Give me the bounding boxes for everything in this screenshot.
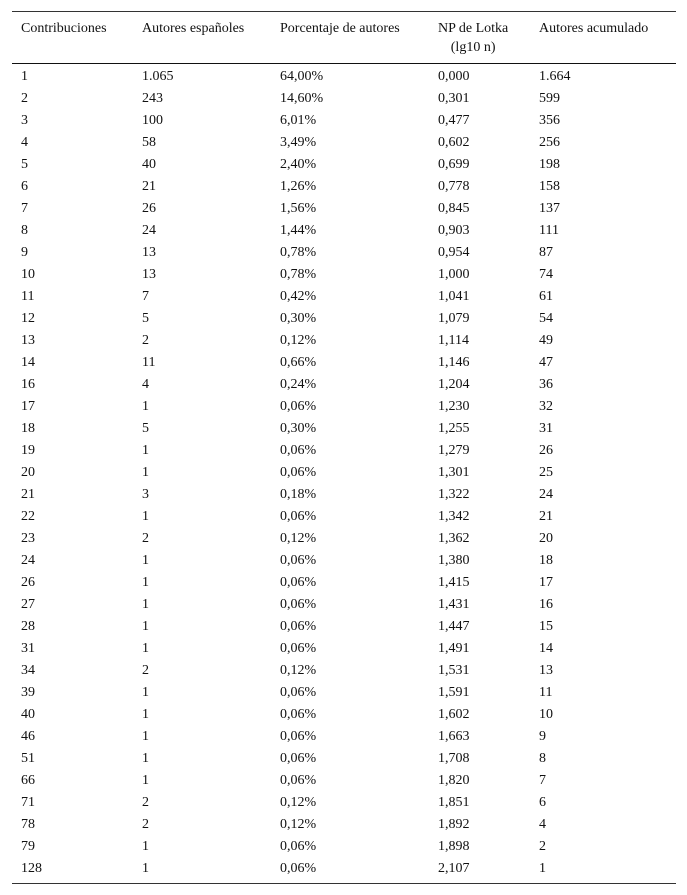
cell-porcentaje: 6,01% xyxy=(280,113,317,128)
cell-np-lotka: 1,491 xyxy=(438,641,470,656)
cell-porcentaje: 0,06% xyxy=(280,707,317,722)
cell-contribuciones: 9 xyxy=(21,245,28,260)
lotka-table xyxy=(12,11,676,884)
cell-autores: 26 xyxy=(142,201,156,216)
cell-np-lotka: 1,851 xyxy=(438,795,470,810)
cell-porcentaje: 0,06% xyxy=(280,597,317,612)
cell-acumulado: 11 xyxy=(539,685,553,700)
cell-acumulado: 20 xyxy=(539,531,553,546)
cell-contribuciones: 31 xyxy=(21,641,35,656)
cell-porcentaje: 0,18% xyxy=(280,487,317,502)
cell-porcentaje: 0,06% xyxy=(280,399,317,414)
cell-autores: 1 xyxy=(142,707,149,722)
table-row xyxy=(12,418,676,440)
cell-porcentaje: 0,12% xyxy=(280,795,317,810)
cell-autores: 2 xyxy=(142,663,149,678)
cell-acumulado: 18 xyxy=(539,553,553,568)
cell-np-lotka: 1,114 xyxy=(438,333,469,348)
cell-acumulado: 54 xyxy=(539,311,553,326)
cell-contribuciones: 28 xyxy=(21,619,35,634)
cell-np-lotka: 1,279 xyxy=(438,443,470,458)
cell-porcentaje: 0,30% xyxy=(280,421,317,436)
cell-contribuciones: 7 xyxy=(21,201,28,216)
header-autores-acumulado: Autores acumulado xyxy=(539,21,649,36)
cell-contribuciones: 11 xyxy=(21,289,35,304)
cell-contribuciones: 51 xyxy=(21,751,35,766)
cell-acumulado: 158 xyxy=(539,179,560,194)
cell-autores: 2 xyxy=(142,531,149,546)
cell-acumulado: 198 xyxy=(539,157,560,172)
cell-porcentaje: 0,06% xyxy=(280,861,317,876)
cell-np-lotka: 0,954 xyxy=(438,245,470,260)
cell-autores: 2 xyxy=(142,795,149,810)
header-np-line2: (lg10 n) xyxy=(450,40,496,55)
cell-np-lotka: 1,431 xyxy=(438,597,470,612)
cell-porcentaje: 0,12% xyxy=(280,333,317,348)
cell-acumulado: 4 xyxy=(539,817,546,832)
table-row xyxy=(12,594,676,616)
cell-porcentaje: 0,06% xyxy=(280,553,317,568)
header-np-line1: NP de Lotka xyxy=(438,21,509,36)
cell-contribuciones: 16 xyxy=(21,377,35,392)
cell-autores: 1 xyxy=(142,597,149,612)
cell-acumulado: 7 xyxy=(539,773,546,788)
cell-acumulado: 6 xyxy=(539,795,546,810)
cell-np-lotka: 1,041 xyxy=(438,289,470,304)
table-row xyxy=(12,814,676,836)
cell-autores: 1 xyxy=(142,553,149,568)
cell-autores: 100 xyxy=(142,113,163,128)
table-row xyxy=(12,858,676,880)
cell-autores: 21 xyxy=(142,179,156,194)
cell-porcentaje: 0,24% xyxy=(280,377,317,392)
cell-np-lotka: 1,415 xyxy=(438,575,470,590)
cell-acumulado: 25 xyxy=(539,465,553,480)
cell-contribuciones: 22 xyxy=(21,509,35,524)
table-row xyxy=(12,836,676,858)
table-row xyxy=(12,792,676,814)
cell-acumulado: 599 xyxy=(539,91,560,106)
cell-np-lotka: 1,146 xyxy=(438,355,470,370)
cell-contribuciones: 14 xyxy=(21,355,35,370)
table-row xyxy=(12,308,676,330)
cell-np-lotka: 1,380 xyxy=(438,553,470,568)
cell-np-lotka: 0,778 xyxy=(438,179,470,194)
cell-np-lotka: 0,602 xyxy=(438,135,470,150)
cell-porcentaje: 0,12% xyxy=(280,531,317,546)
table-row xyxy=(12,242,676,264)
cell-autores: 11 xyxy=(142,355,156,370)
cell-acumulado: 9 xyxy=(539,729,546,744)
cell-contribuciones: 10 xyxy=(21,267,35,282)
cell-np-lotka: 1,820 xyxy=(438,773,470,788)
cell-acumulado: 49 xyxy=(539,333,553,348)
cell-porcentaje: 0,42% xyxy=(280,289,317,304)
cell-contribuciones: 26 xyxy=(21,575,35,590)
cell-acumulado: 47 xyxy=(539,355,553,370)
cell-porcentaje: 0,12% xyxy=(280,817,317,832)
cell-np-lotka: 1,591 xyxy=(438,685,470,700)
cell-acumulado: 111 xyxy=(539,223,559,238)
table-row xyxy=(12,154,676,176)
table-header xyxy=(12,12,676,63)
table-row xyxy=(12,264,676,286)
cell-autores: 1.065 xyxy=(142,69,174,84)
cell-acumulado: 87 xyxy=(539,245,553,260)
table-row xyxy=(12,176,676,198)
table-row xyxy=(12,374,676,396)
cell-acumulado: 61 xyxy=(539,289,553,304)
table-row xyxy=(12,330,676,352)
cell-acumulado: 137 xyxy=(539,201,560,216)
table-row xyxy=(12,110,676,132)
table-row xyxy=(12,506,676,528)
cell-autores: 4 xyxy=(142,377,149,392)
cell-porcentaje: 1,26% xyxy=(280,179,317,194)
cell-np-lotka: 1,892 xyxy=(438,817,470,832)
cell-autores: 1 xyxy=(142,861,149,876)
cell-acumulado: 14 xyxy=(539,641,553,656)
table-row xyxy=(12,528,676,550)
cell-contribuciones: 13 xyxy=(21,333,35,348)
table-row xyxy=(12,616,676,638)
cell-porcentaje: 1,56% xyxy=(280,201,317,216)
header-autores-espanoles: Autores españoles xyxy=(142,21,245,36)
cell-contribuciones: 8 xyxy=(21,223,28,238)
cell-acumulado: 21 xyxy=(539,509,553,524)
table-row xyxy=(12,660,676,682)
cell-porcentaje: 0,06% xyxy=(280,509,317,524)
table-row xyxy=(12,440,676,462)
cell-porcentaje: 0,06% xyxy=(280,773,317,788)
cell-autores: 1 xyxy=(142,773,149,788)
cell-porcentaje: 0,78% xyxy=(280,267,317,282)
cell-autores: 5 xyxy=(142,421,149,436)
cell-np-lotka: 2,107 xyxy=(438,861,470,876)
cell-contribuciones: 6 xyxy=(21,179,28,194)
cell-np-lotka: 1,531 xyxy=(438,663,470,678)
cell-porcentaje: 1,44% xyxy=(280,223,317,238)
cell-acumulado: 1 xyxy=(539,861,546,876)
cell-autores: 243 xyxy=(142,91,163,106)
cell-acumulado: 1.664 xyxy=(539,69,571,84)
table-row xyxy=(12,88,676,110)
table-row xyxy=(12,352,676,374)
cell-acumulado: 31 xyxy=(539,421,553,436)
table-row xyxy=(12,396,676,418)
cell-porcentaje: 0,06% xyxy=(280,729,317,744)
cell-contribuciones: 3 xyxy=(21,113,28,128)
cell-acumulado: 36 xyxy=(539,377,553,392)
cell-porcentaje: 0,78% xyxy=(280,245,317,260)
cell-autores: 1 xyxy=(142,575,149,590)
cell-np-lotka: 0,301 xyxy=(438,91,470,106)
cell-np-lotka: 1,898 xyxy=(438,839,470,854)
table-row xyxy=(12,286,676,308)
cell-acumulado: 10 xyxy=(539,707,553,722)
cell-contribuciones: 71 xyxy=(21,795,35,810)
table-row xyxy=(12,484,676,506)
cell-contribuciones: 18 xyxy=(21,421,35,436)
cell-contribuciones: 27 xyxy=(21,597,35,612)
cell-porcentaje: 0,06% xyxy=(280,751,317,766)
cell-np-lotka: 1,322 xyxy=(438,487,470,502)
cell-acumulado: 356 xyxy=(539,113,560,128)
cell-acumulado: 26 xyxy=(539,443,553,458)
cell-contribuciones: 5 xyxy=(21,157,28,172)
cell-acumulado: 74 xyxy=(539,267,553,282)
cell-porcentaje: 3,49% xyxy=(280,135,317,150)
cell-acumulado: 15 xyxy=(539,619,553,634)
cell-autores: 1 xyxy=(142,399,149,414)
table-bottom-rule xyxy=(12,883,676,884)
cell-autores: 5 xyxy=(142,311,149,326)
cell-np-lotka: 1,204 xyxy=(438,377,470,392)
cell-autores: 13 xyxy=(142,245,156,260)
table-row xyxy=(12,726,676,748)
cell-porcentaje: 64,00% xyxy=(280,69,324,84)
cell-np-lotka: 1,000 xyxy=(438,267,470,282)
cell-contribuciones: 39 xyxy=(21,685,35,700)
table-row xyxy=(12,550,676,572)
cell-np-lotka: 1,447 xyxy=(438,619,470,634)
cell-porcentaje: 0,30% xyxy=(280,311,317,326)
table-row xyxy=(12,748,676,770)
cell-porcentaje: 0,06% xyxy=(280,465,317,480)
cell-autores: 13 xyxy=(142,267,156,282)
cell-autores: 1 xyxy=(142,685,149,700)
cell-contribuciones: 4 xyxy=(21,135,28,150)
cell-porcentaje: 14,60% xyxy=(280,91,324,106)
cell-contribuciones: 40 xyxy=(21,707,35,722)
cell-np-lotka: 1,079 xyxy=(438,311,470,326)
cell-acumulado: 32 xyxy=(539,399,553,414)
cell-porcentaje: 2,40% xyxy=(280,157,317,172)
cell-contribuciones: 2 xyxy=(21,91,28,106)
cell-contribuciones: 79 xyxy=(21,839,35,854)
cell-acumulado: 16 xyxy=(539,597,553,612)
table-row xyxy=(12,220,676,242)
cell-np-lotka: 1,230 xyxy=(438,399,470,414)
cell-contribuciones: 17 xyxy=(21,399,35,414)
table-row xyxy=(12,198,676,220)
cell-contribuciones: 19 xyxy=(21,443,35,458)
cell-contribuciones: 66 xyxy=(21,773,35,788)
table-body xyxy=(12,64,676,883)
header-np-lotka xyxy=(438,19,508,57)
cell-autores: 7 xyxy=(142,289,149,304)
cell-np-lotka: 1,255 xyxy=(438,421,470,436)
cell-autores: 1 xyxy=(142,619,149,634)
header-contribuciones: Contribuciones xyxy=(21,21,107,36)
cell-np-lotka: 1,602 xyxy=(438,707,470,722)
cell-autores: 24 xyxy=(142,223,156,238)
cell-porcentaje: 0,66% xyxy=(280,355,317,370)
cell-autores: 1 xyxy=(142,751,149,766)
cell-np-lotka: 1,663 xyxy=(438,729,470,744)
cell-np-lotka: 0,845 xyxy=(438,201,470,216)
cell-np-lotka: 0,477 xyxy=(438,113,470,128)
cell-porcentaje: 0,06% xyxy=(280,443,317,458)
cell-np-lotka: 0,000 xyxy=(438,69,470,84)
cell-autores: 58 xyxy=(142,135,156,150)
cell-np-lotka: 1,708 xyxy=(438,751,470,766)
cell-contribuciones: 12 xyxy=(21,311,35,326)
cell-porcentaje: 0,06% xyxy=(280,575,317,590)
cell-contribuciones: 24 xyxy=(21,553,35,568)
cell-acumulado: 13 xyxy=(539,663,553,678)
cell-np-lotka: 0,699 xyxy=(438,157,470,172)
cell-acumulado: 8 xyxy=(539,751,546,766)
cell-acumulado: 24 xyxy=(539,487,553,502)
cell-contribuciones: 23 xyxy=(21,531,35,546)
cell-np-lotka: 1,362 xyxy=(438,531,470,546)
cell-acumulado: 256 xyxy=(539,135,560,150)
cell-autores: 1 xyxy=(142,509,149,524)
table-row xyxy=(12,638,676,660)
cell-autores: 1 xyxy=(142,465,149,480)
table-row xyxy=(12,704,676,726)
table-row xyxy=(12,682,676,704)
cell-autores: 2 xyxy=(142,817,149,832)
cell-np-lotka: 1,342 xyxy=(438,509,470,524)
cell-contribuciones: 1 xyxy=(21,69,28,84)
cell-np-lotka: 1,301 xyxy=(438,465,470,480)
cell-acumulado: 17 xyxy=(539,575,553,590)
cell-porcentaje: 0,06% xyxy=(280,685,317,700)
cell-porcentaje: 0,06% xyxy=(280,839,317,854)
table-row xyxy=(12,66,676,88)
table-row xyxy=(12,462,676,484)
cell-contribuciones: 20 xyxy=(21,465,35,480)
cell-acumulado: 2 xyxy=(539,839,546,854)
header-porcentaje: Porcentaje de autores xyxy=(280,21,400,36)
cell-contribuciones: 21 xyxy=(21,487,35,502)
cell-contribuciones: 34 xyxy=(21,663,35,678)
cell-porcentaje: 0,06% xyxy=(280,619,317,634)
table-row xyxy=(12,770,676,792)
cell-contribuciones: 78 xyxy=(21,817,35,832)
cell-autores: 1 xyxy=(142,641,149,656)
cell-porcentaje: 0,12% xyxy=(280,663,317,678)
cell-autores: 1 xyxy=(142,839,149,854)
table-row xyxy=(12,572,676,594)
cell-contribuciones: 46 xyxy=(21,729,35,744)
cell-autores: 3 xyxy=(142,487,149,502)
cell-autores: 2 xyxy=(142,333,149,348)
cell-porcentaje: 0,06% xyxy=(280,641,317,656)
table-row xyxy=(12,132,676,154)
cell-autores: 40 xyxy=(142,157,156,172)
cell-contribuciones: 128 xyxy=(21,861,42,876)
cell-autores: 1 xyxy=(142,729,149,744)
cell-autores: 1 xyxy=(142,443,149,458)
cell-np-lotka: 0,903 xyxy=(438,223,470,238)
